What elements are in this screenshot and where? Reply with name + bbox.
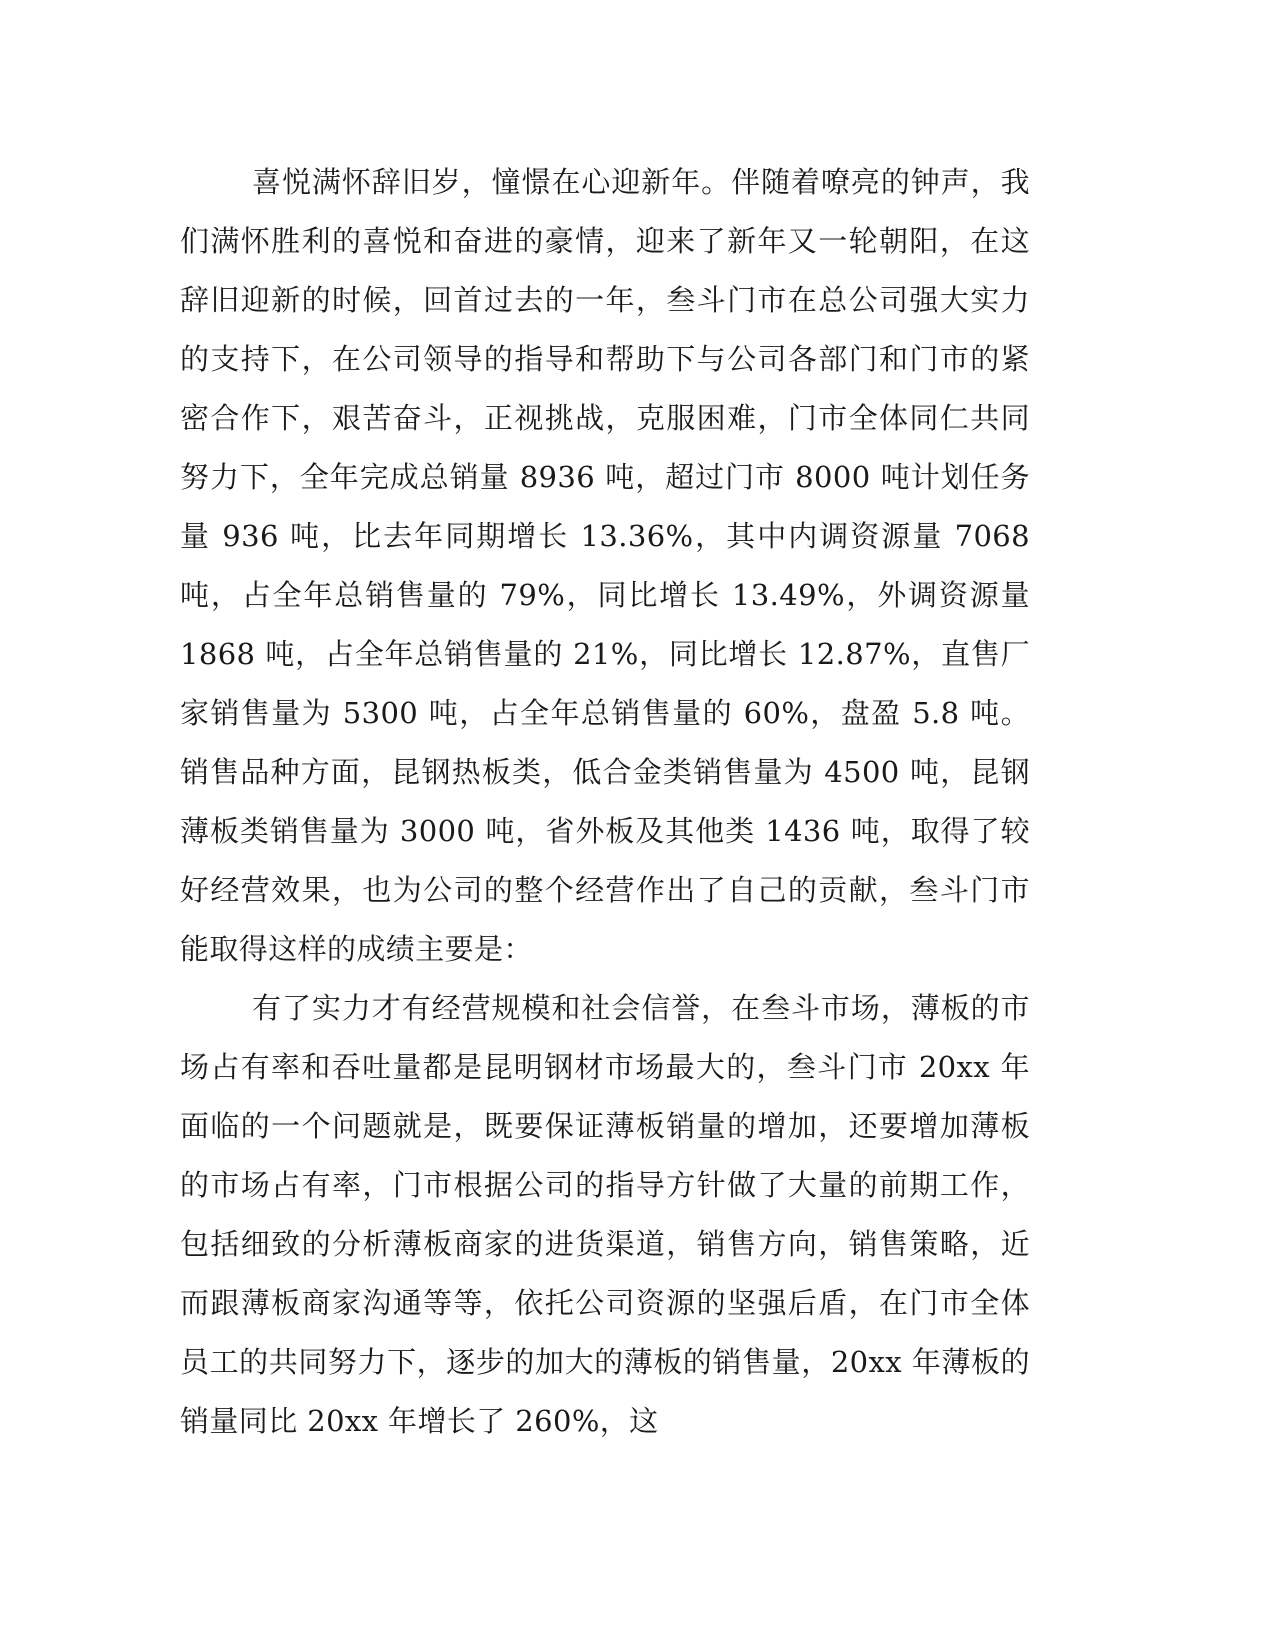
document-body	[180, 153, 1030, 1451]
paragraph-2: 有了实力才有经营规模和社会信誉，在叁斗市场，薄板的市场占有率和吞吐量都是昆明钢材市场最大的，叁斗门市 20xx 年面临的一个问题就是，既要保证薄板销量的增加，还要增加薄板的市场占有率，门市根据公司的指导方针做了大量的前期工作，包括细致的分析薄板商家的进货渠道，销售方向，销售策略，近而跟薄板商家沟通等等，依托公司资源的坚强后盾，在门市全体员工的共同努力下，逐步的加大的薄板的销售量，20xx 年薄板的销量同比 20xx 年增长了 260%，这	[180, 991, 1030, 1438]
paragraph-1: 喜悦满怀辞旧岁，憧憬在心迎新年。伴随着嘹亮的钟声，我们满怀胜利的喜悦和奋进的豪情，迎来了新年又一轮朝阳，在这辞旧迎新的时候，回首过去的一年，叁斗门市在总公司强大实力的支持下，在公司领导的指导和帮助下与公司各部门和门市的紧密合作下，艰苦奋斗，正视挑战，克服困难，门市全体同仁共同努力下，全年完成总销量 8936 吨，超过门市 8000 吨计划任务量 936 吨，比去年同期增长 13.36%，其中内调资源量 7068 吨，占全年总销售量的 79%，同比增长 13.49%，外调资源量 1868 吨，占全年总销售量的 21%，同比增长 12.87%，直售厂家销售量为 5300 吨，占全年总销售量的 60%，盘盈 5.8 吨。销售品种方面，昆钢热板类，低合金类销售量为 4500 吨，昆钢薄板类销售量为 3000 吨，省外板及其他类 1436 吨，取得了较好经营效果，也为公司的整个经营作出了自己的贡献，叁斗门市能取得这样的成绩主要是：	[180, 165, 1030, 966]
